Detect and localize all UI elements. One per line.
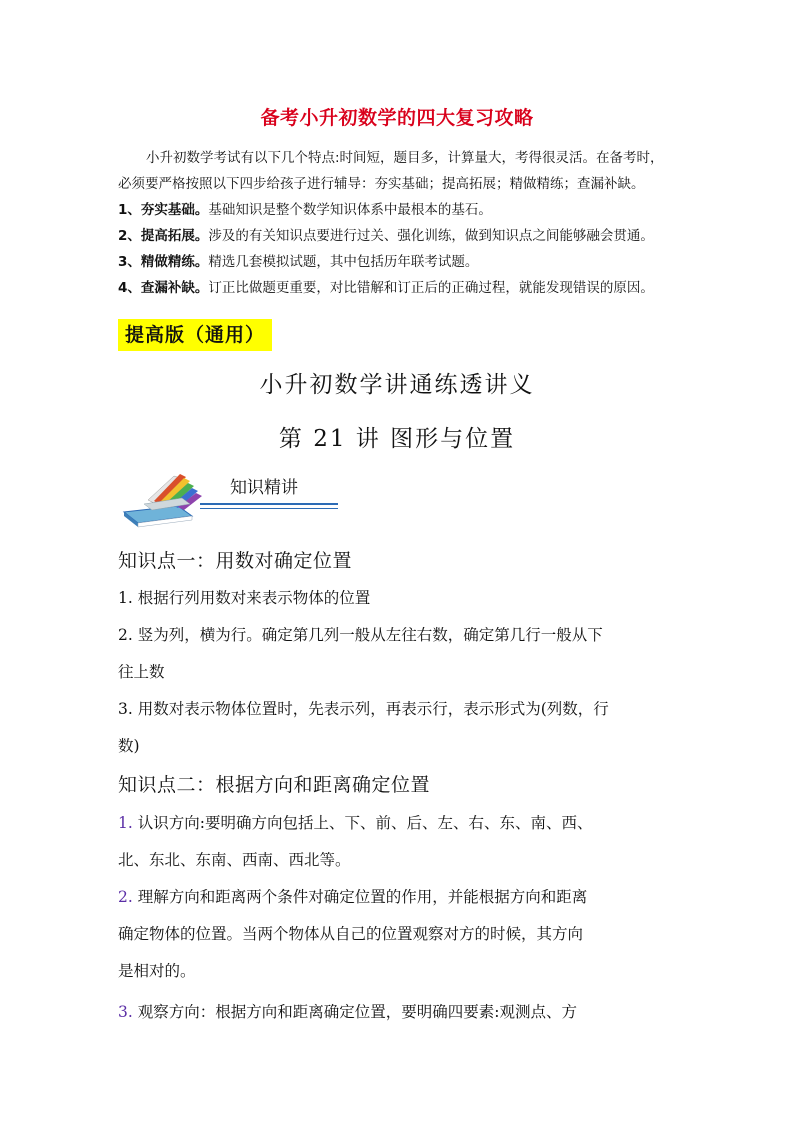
strategy-num: 1、 bbox=[118, 202, 141, 218]
intro-section bbox=[118, 145, 678, 301]
kp2-line bbox=[118, 959, 678, 981]
intro-paragraph-line-2: 必须要严格按照以下四步给孩子进行辅导：夯实基础；提高拓展；精做精练；查漏补缺。 bbox=[118, 176, 645, 192]
strategy-text: 基础知识是整个数学知识体系中最根本的基石。 bbox=[208, 202, 492, 218]
section-banner-label: 知识精讲 bbox=[230, 478, 298, 498]
strategy-term: 精做精练。 bbox=[140, 254, 209, 270]
handout-title: 小升初数学讲通练透讲义 bbox=[259, 372, 535, 398]
kp2-text: 观察方向：根据方向和距离确定位置，要明确四要素:观测点、方 bbox=[132, 1003, 577, 1021]
kp2-line bbox=[118, 848, 678, 870]
kp1-line: 1. 根据行列用数对来表示物体的位置 bbox=[118, 589, 371, 607]
strategy-text: 涉及的有关知识点要进行过关、强化训练，做到知识点之间能够融会贯通。 bbox=[208, 228, 654, 244]
kp2-text: 理解方向和距离两个条件对确定位置的作用，并能根据方向和距离 bbox=[132, 888, 588, 906]
strategy-item bbox=[118, 197, 678, 223]
strategy-item bbox=[118, 249, 678, 275]
kp2-text: 北、东北、东南、西南、西北等。 bbox=[118, 851, 351, 869]
kp2-text: 是相对的。 bbox=[118, 962, 196, 980]
strategy-text: 订正比做题更重要，对比错解和订正后的正确过程，就能发现错误的原因。 bbox=[208, 280, 654, 296]
edition-tag: 提高版（通用） bbox=[118, 319, 272, 351]
document-title: 备考小升初数学的四大复习攻略 bbox=[260, 107, 534, 129]
kp1-line: 数) bbox=[118, 737, 140, 755]
banner-underline-thin bbox=[200, 508, 338, 509]
kp2-num: 2. bbox=[118, 888, 133, 906]
kp1-line: 往上数 bbox=[118, 663, 165, 681]
kp2-text: 确定物体的位置。当两个物体从自己的位置观察对方的时候，其方向 bbox=[118, 925, 584, 943]
kp2-num: 1. bbox=[118, 814, 133, 832]
strategy-item bbox=[118, 275, 678, 301]
intro-paragraph-line-1: 小升初数学考试有以下几个特点:时间短，题目多，计算量大，考得很灵活。在备考时， bbox=[146, 150, 664, 166]
kp2-num: 3. bbox=[118, 1003, 133, 1021]
kp1-line: 3. 用数对表示物体位置时，先表示列，再表示行，表示形式为(列数，行 bbox=[118, 700, 609, 718]
knowledge-point-2-heading: 知识点二：根据方向和距离确定位置 bbox=[118, 774, 431, 796]
kp2-line bbox=[118, 885, 678, 907]
banner-underline bbox=[200, 503, 338, 505]
kp1-line: 2. 竖为列，横为行。确定第几列一般从左往右数，确定第几行一般从下 bbox=[118, 626, 603, 644]
strategy-num: 2、 bbox=[118, 228, 141, 244]
strategy-item bbox=[118, 223, 678, 249]
strategy-term: 夯实基础。 bbox=[140, 202, 209, 218]
kp2-line bbox=[118, 922, 678, 944]
kp2-line bbox=[118, 811, 678, 833]
books-icon bbox=[118, 466, 208, 528]
strategy-text: 精选几套模拟试题，其中包括历年联考试题。 bbox=[208, 254, 479, 270]
knowledge-point-1-heading: 知识点一：用数对确定位置 bbox=[118, 550, 353, 572]
strategy-num: 4、 bbox=[118, 280, 141, 296]
strategy-term: 提高拓展。 bbox=[140, 228, 209, 244]
kp2-text: 认识方向:要明确方向包括上、下、前、后、左、右、东、南、西、 bbox=[132, 814, 593, 832]
kp2-line bbox=[118, 1000, 678, 1022]
lecture-title: 第 21 讲 图形与位置 bbox=[278, 426, 516, 452]
strategy-term: 查漏补缺。 bbox=[140, 280, 209, 296]
strategy-num: 3、 bbox=[118, 254, 141, 270]
